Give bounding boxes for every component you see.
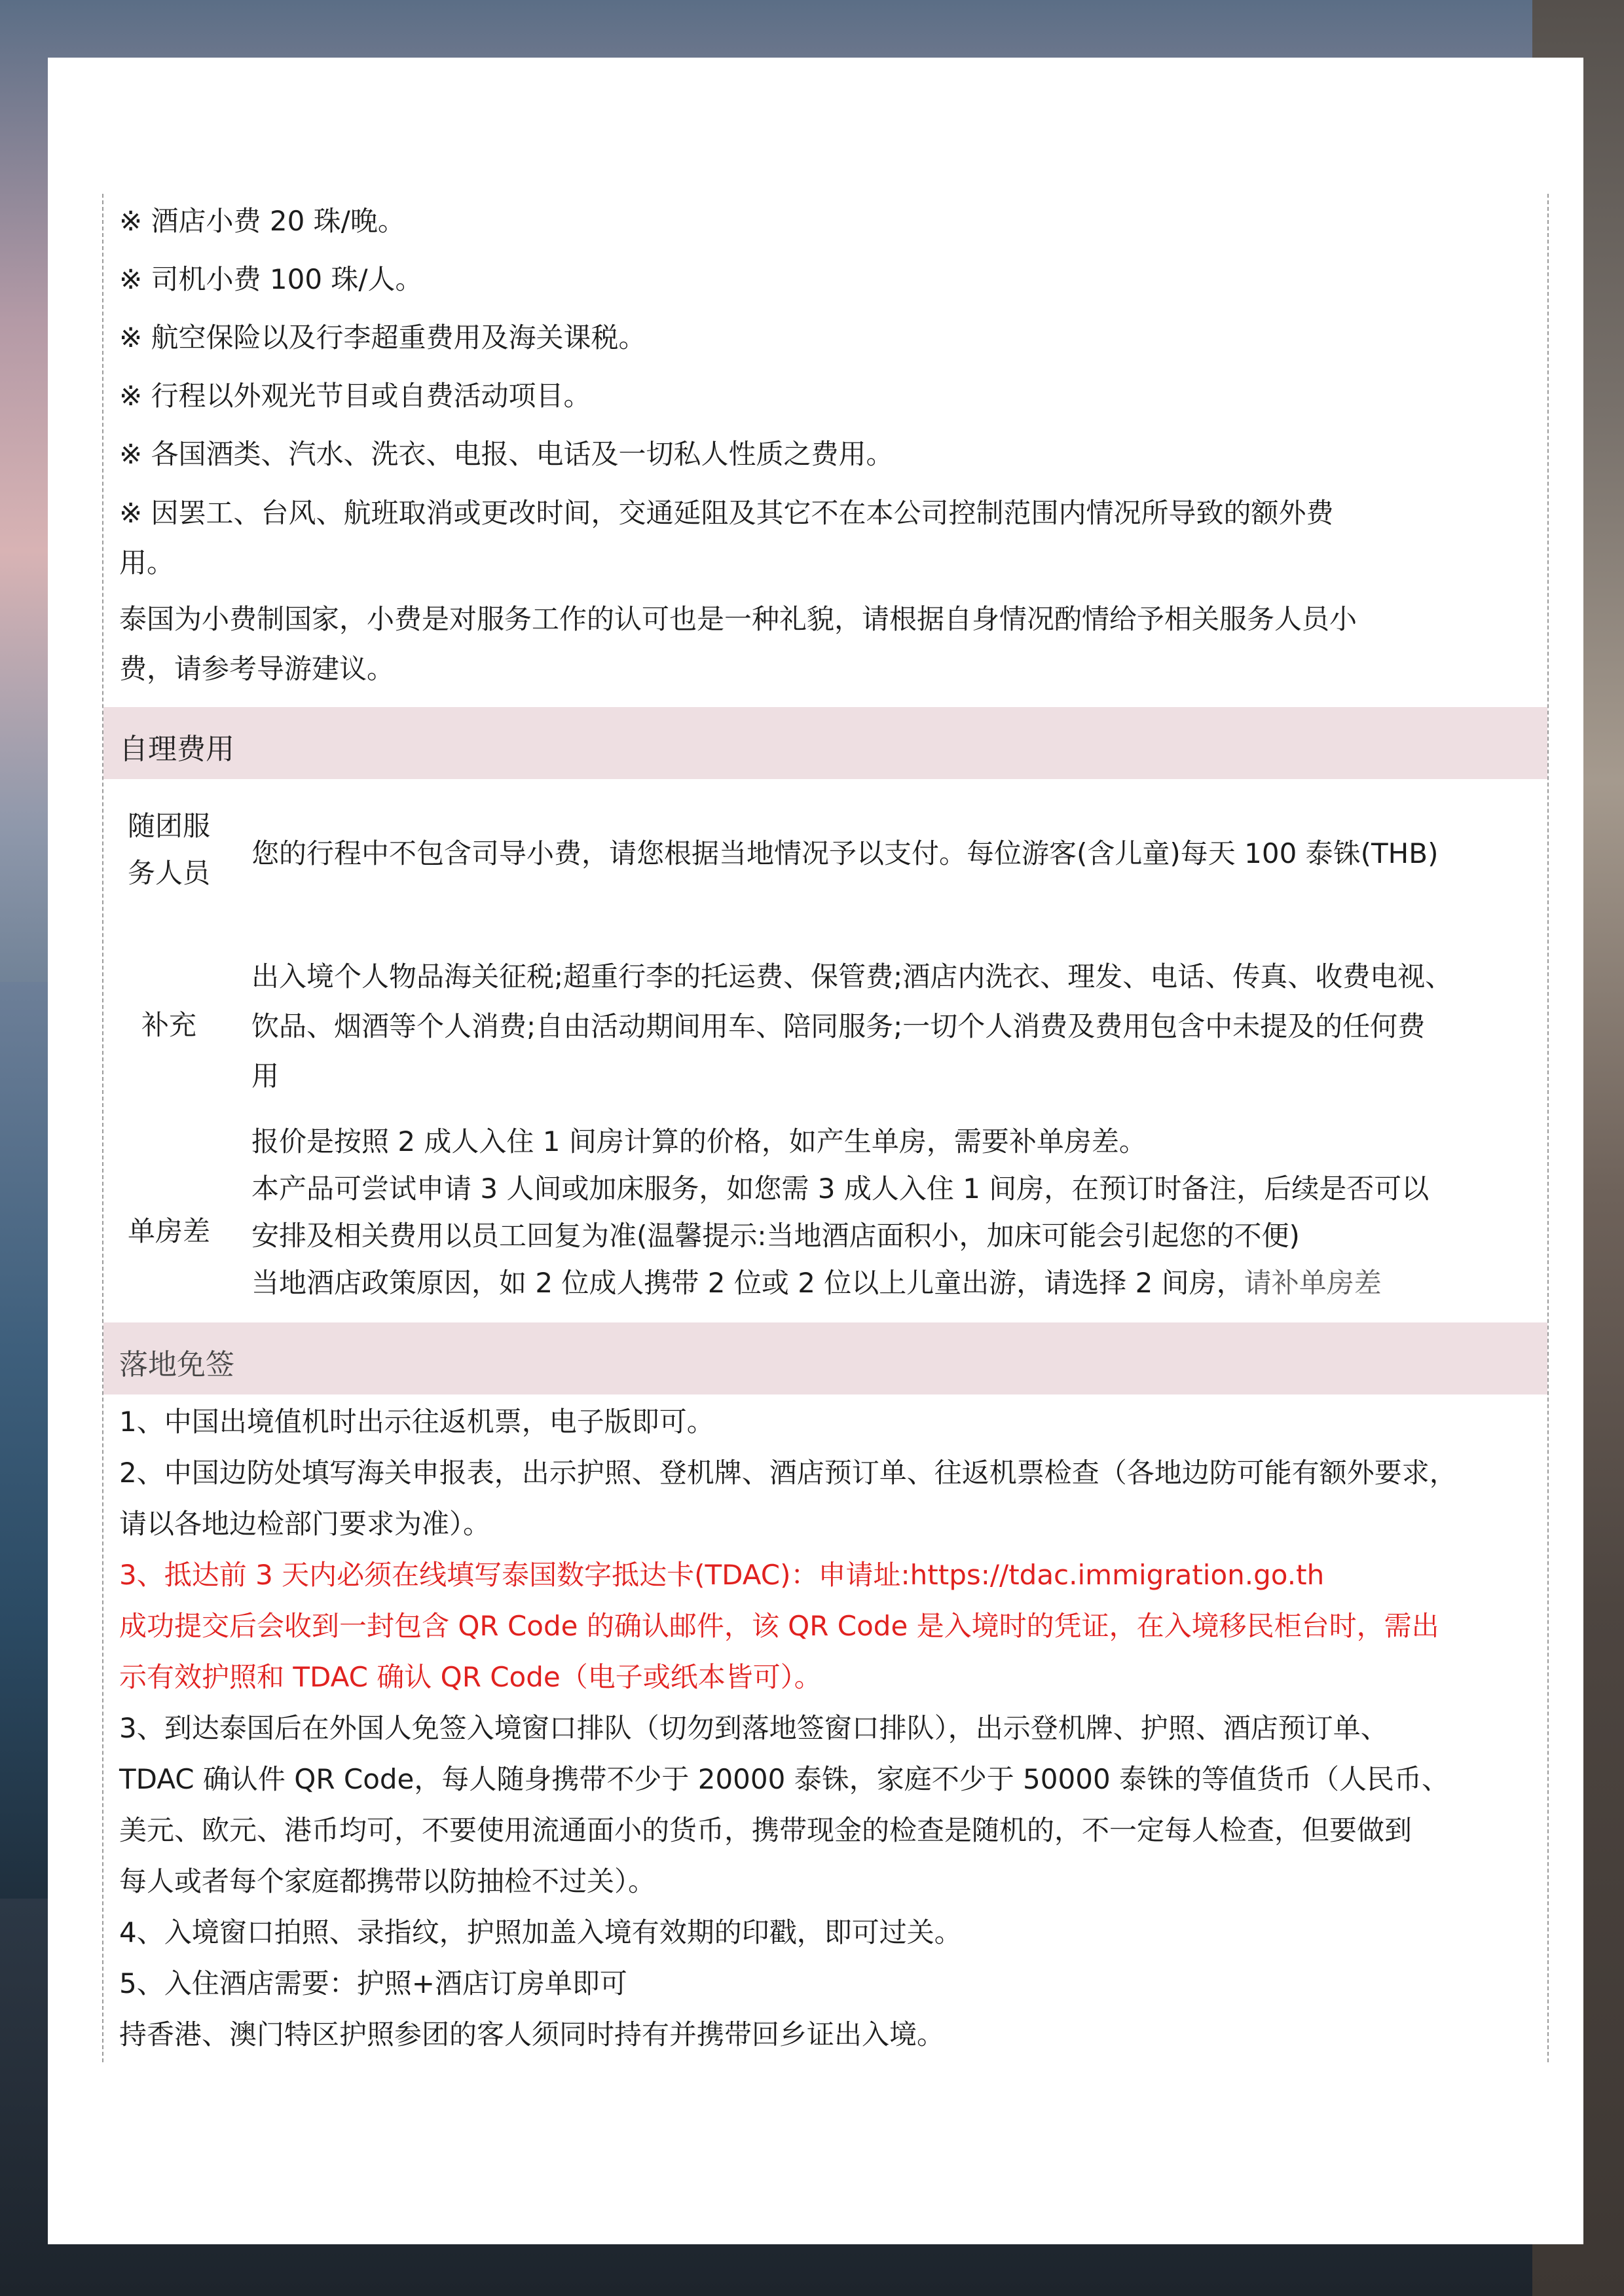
tip-note-continued: 费，请参考导游建议。 — [119, 653, 395, 685]
visa-step: 4、入境窗口拍照、录指纹，护照加盖入境有效期的印戳，即可过关。 — [119, 1916, 962, 1948]
document-content — [102, 194, 1549, 2062]
row-text: 用 — [251, 1060, 280, 1092]
tip-item: ※ 航空保险以及行李超重费用及海关课税。 — [119, 321, 646, 354]
row-label: 随团服 — [127, 810, 210, 842]
section-title: 自理费用 — [119, 733, 234, 766]
row-text-tail: 请补单房差 — [1244, 1267, 1382, 1299]
visa-step-continued: 每人或者每个家庭都携带以防抽检不过关）。 — [119, 1865, 656, 1897]
row-label: 单房差 — [127, 1215, 210, 1247]
row-text: 安排及相关费用以员工回复为准(温馨提示:当地酒店面积小，加床可能会引起您的不便) — [251, 1220, 1300, 1252]
row-text: 饮品、烟酒等个人消费;自由活动期间用车、陪同服务;一切个人消费及费用包含中未提及的任何费 — [251, 1010, 1426, 1042]
section-header-self-cost — [103, 707, 1547, 779]
row-label: 务人员 — [127, 857, 210, 889]
visa-step-highlight: 成功提交后会收到一封包含 QR Code 的确认邮件，该 QR Code 是入境时的凭证，在入境移民柜台时，需出 — [119, 1610, 1439, 1642]
visa-step: 3、到达泰国后在外国人免签入境窗口排队（切勿到落地签窗口排队），出示登机牌、护照、酒店预订单、 — [119, 1712, 1388, 1744]
row-label: 补充 — [141, 1009, 196, 1041]
section-header-visa — [103, 1322, 1547, 1394]
visa-step: 5、入住酒店需要：护照+酒店订房单即可 — [119, 1967, 627, 1999]
tip-item: ※ 酒店小费 20 珠/晚。 — [119, 205, 405, 237]
visa-step-highlight: 3、抵达前 3 天内必须在线填写泰国数字抵达卡(TDAC)：申请址:https://tdac.immigration.go.th — [119, 1559, 1325, 1591]
row-text: 出入境个人物品海关征税;超重行李的托运费、保管费;酒店内洗衣、理发、电话、传真、收费电视、 — [251, 960, 1453, 993]
visa-step: 2、中国边防处填写海关申报表，出示护照、登机牌、酒店预订单、往返机票检查（各地边防可能有额外要求， — [119, 1457, 1457, 1489]
visa-step-continued: 美元、欧元、港币均可，不要使用流通面小的货币，携带现金的检查是随机的，不一定每人检查，但要做到 — [119, 1814, 1412, 1846]
visa-step-highlight: 示有效护照和 TDAC 确认 QR Code（电子或纸本皆可）。 — [119, 1661, 822, 1693]
tip-item: ※ 司机小费 100 珠/人。 — [119, 263, 423, 295]
tip-note: 泰国为小费制国家，小费是对服务工作的认可也是一种礼貌，请根据自身情况酌情给予相关服务人员小 — [119, 603, 1357, 635]
visa-step-continued: TDAC 确认件 QR Code，每人随身携带不少于 20000 泰铢，家庭不少于 50000 泰铢的等值货币（人民币、 — [119, 1763, 1450, 1795]
visa-note: 持香港、澳门特区护照参团的客人须同时持有并携带回乡证出入境。 — [119, 2018, 945, 2050]
tip-item: ※ 各国酒类、汽水、洗衣、电报、电话及一切私人性质之费用。 — [119, 438, 894, 470]
row-text — [251, 1260, 1382, 1307]
row-text-main: 当地酒店政策原因，如 2 位成人携带 2 位或 2 位以上儿童出游，请选择 2 间房， — [251, 1267, 1244, 1299]
row-text: 报价是按照 2 成人入住 1 间房计算的价格，如产生单房，需要补单房差。 — [251, 1125, 1147, 1157]
row-text: 您的行程中不包含司导小费，请您根据当地情况予以支付。每位游客(含儿童)每天 100 泰铢(THB) — [251, 837, 1439, 869]
visa-step: 1、中国出境值机时出示往返机票，电子版即可。 — [119, 1406, 714, 1438]
tip-item-continued: 用。 — [119, 547, 175, 579]
section-title: 落地免签 — [119, 1348, 234, 1381]
tip-item: ※ 因罢工、台风、航班取消或更改时间，交通延阻及其它不在本公司控制范围内情况所导致的额外费 — [119, 497, 1334, 529]
visa-step-continued: 请以各地边检部门要求为准）。 — [119, 1508, 491, 1540]
tip-item: ※ 行程以外观光节目或自费活动项目。 — [119, 380, 591, 412]
row-text: 本产品可尝试申请 3 人间或加床服务，如您需 3 成人入住 1 间房，在预订时备注，后续是否可以 — [251, 1173, 1430, 1205]
